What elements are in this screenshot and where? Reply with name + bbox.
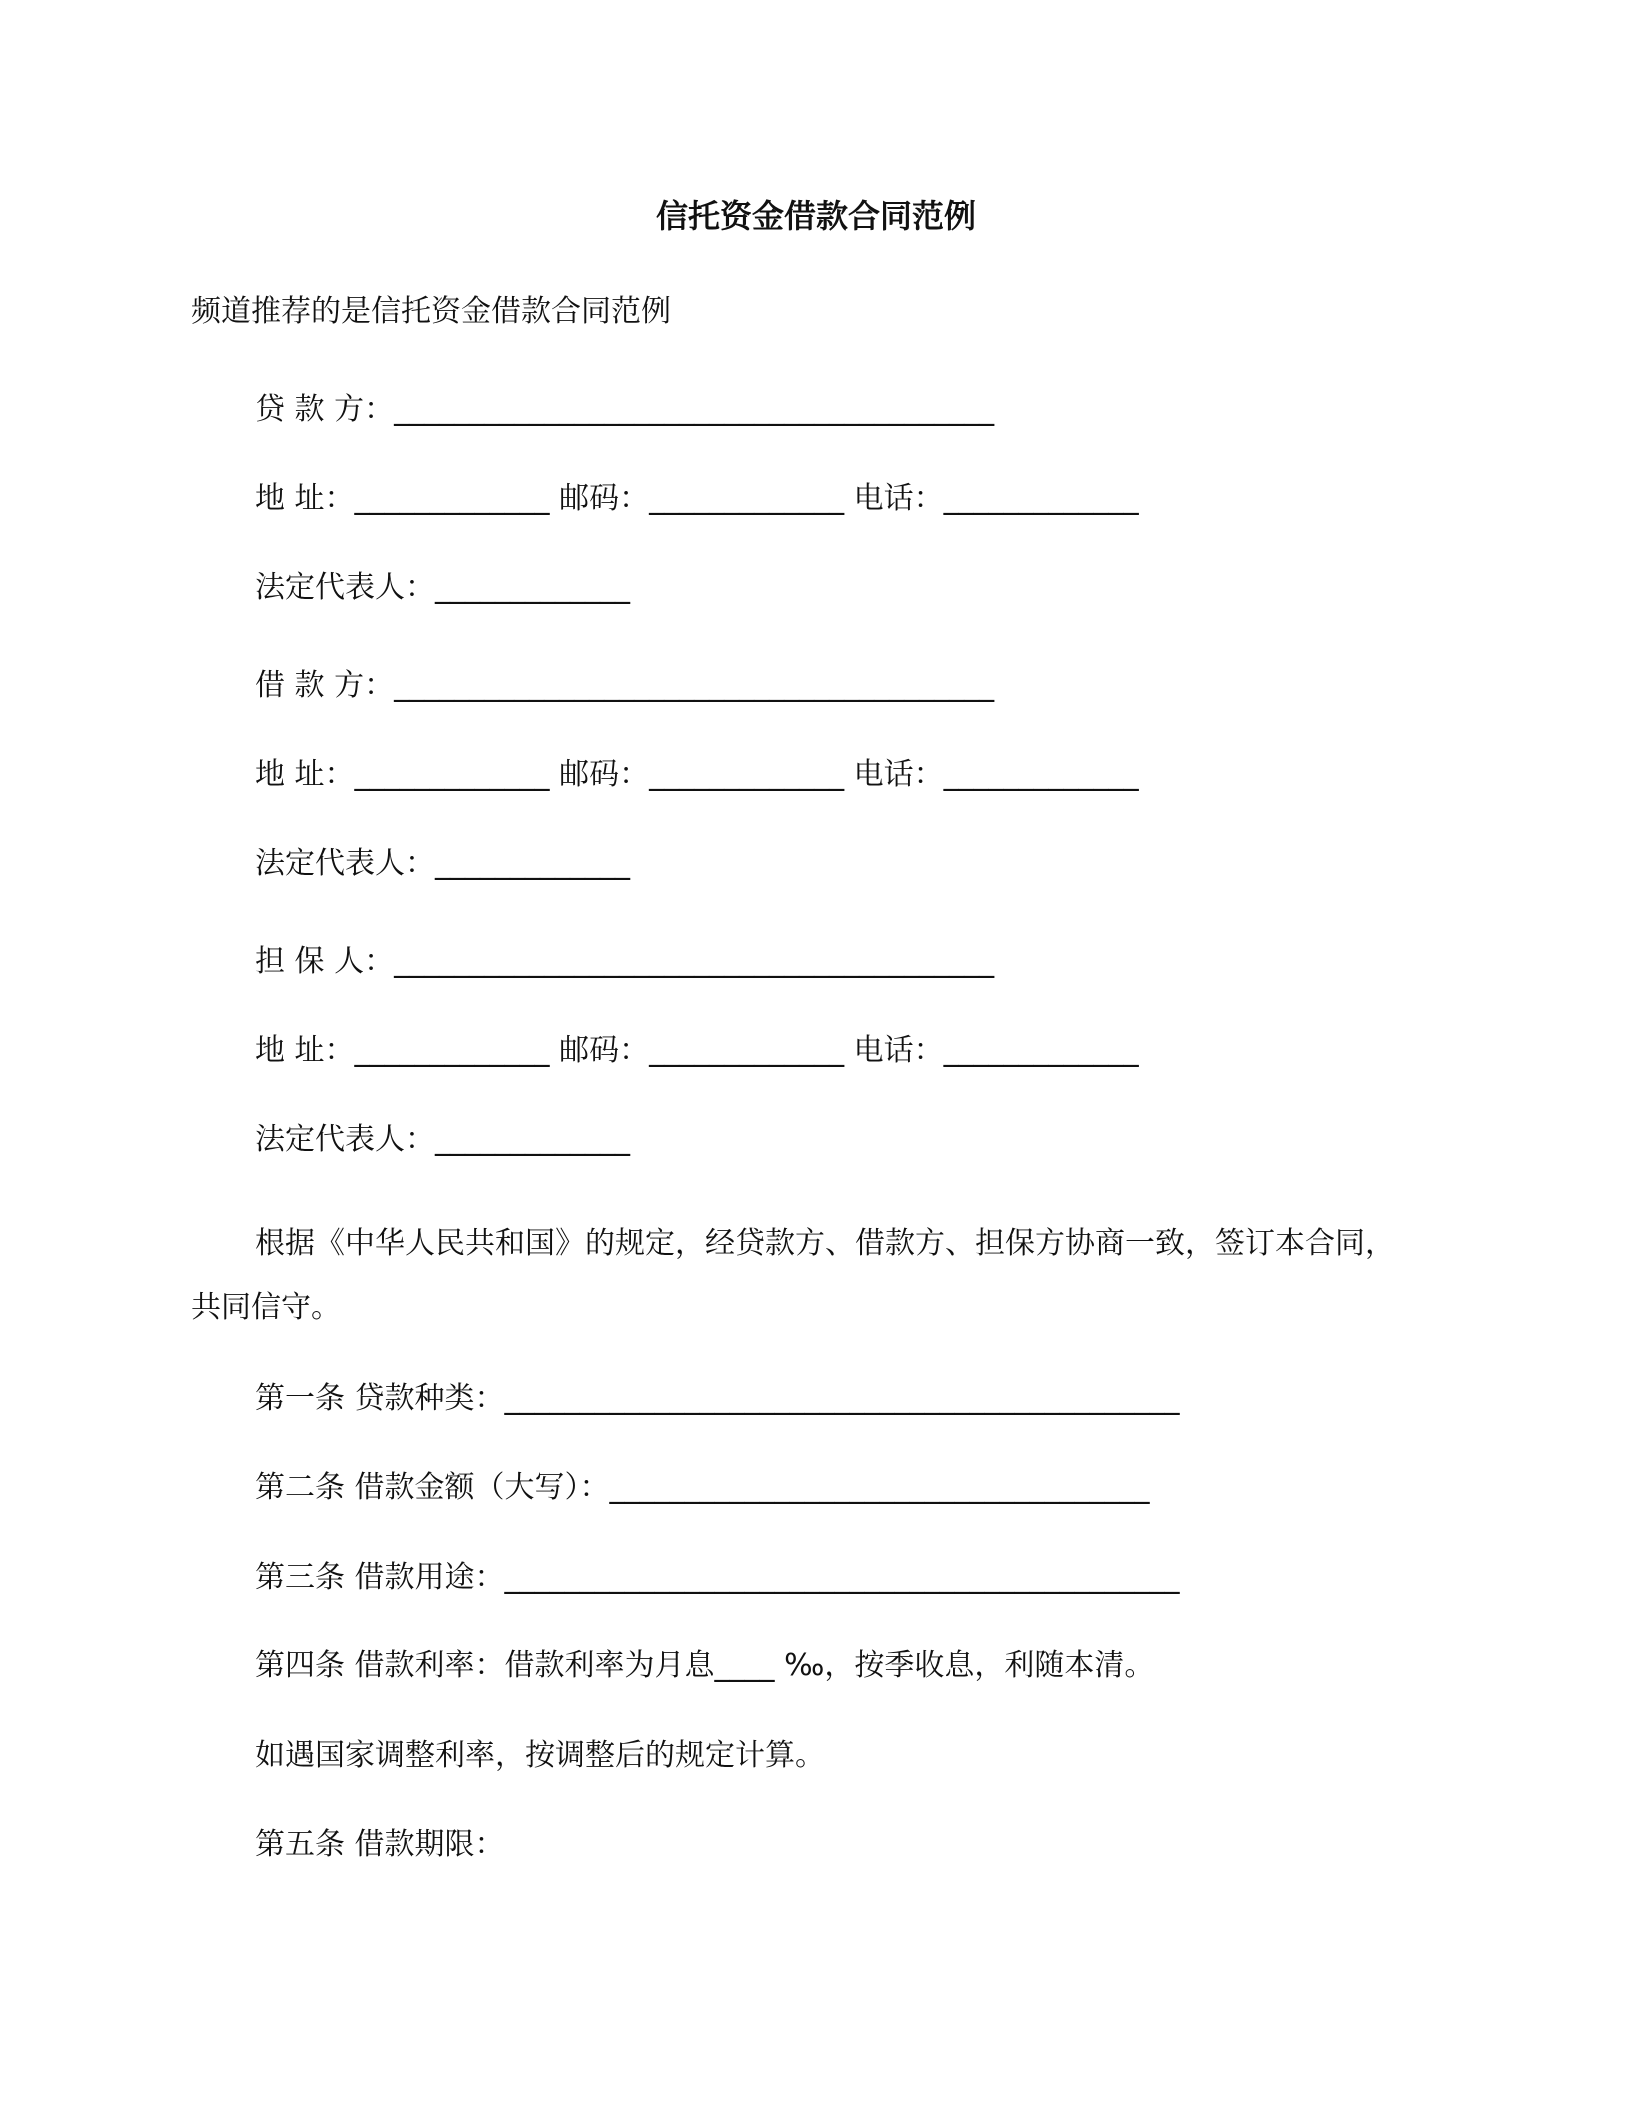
guarantor-address-line: 地 址：_____________ 邮码：_____________ 电话：_____________ <box>255 1033 1139 1068</box>
guarantor-representative-line: 法定代表人：_____________ <box>255 1122 630 1157</box>
guarantor-line: 担 保 人：________________________________________ <box>255 944 995 979</box>
article-1: 第一条 贷款种类：_____________________________________________ <box>255 1381 1180 1416</box>
lender-representative-line: 法定代表人：_____________ <box>255 570 630 605</box>
contract-preamble: 根据《中华人民共和国》的规定，经贷款方、借款方、担保方协商一致，签订本合同，共同信守。 <box>191 1226 1395 1325</box>
borrower-representative-line: 法定代表人：_____________ <box>255 846 630 881</box>
borrower-line: 借 款 方：________________________________________ <box>255 668 995 703</box>
document-title: 信托资金借款合同范例 <box>655 197 976 235</box>
borrower-address-line: 地 址：_____________ 邮码：_____________ 电话：_____________ <box>255 757 1139 792</box>
lender-line: 贷 款 方：________________________________________ <box>255 392 995 427</box>
article-2: 第二条 借款金额（大写）：____________________________________ <box>255 1470 1150 1505</box>
article-4: 第四条 借款利率：借款利率为月息____ ‰，按季收息，利随本清。 <box>255 1648 1155 1683</box>
intro-text: 频道推荐的是信托资金借款合同范例 <box>191 294 671 329</box>
article-5: 第五条 借款期限： <box>255 1827 505 1862</box>
rate-adjustment-note: 如遇国家调整利率，按调整后的规定计算。 <box>255 1738 825 1773</box>
article-3: 第三条 借款用途：_____________________________________________ <box>255 1560 1180 1595</box>
lender-address-line: 地 址：_____________ 邮码：_____________ 电话：_____________ <box>255 481 1139 516</box>
